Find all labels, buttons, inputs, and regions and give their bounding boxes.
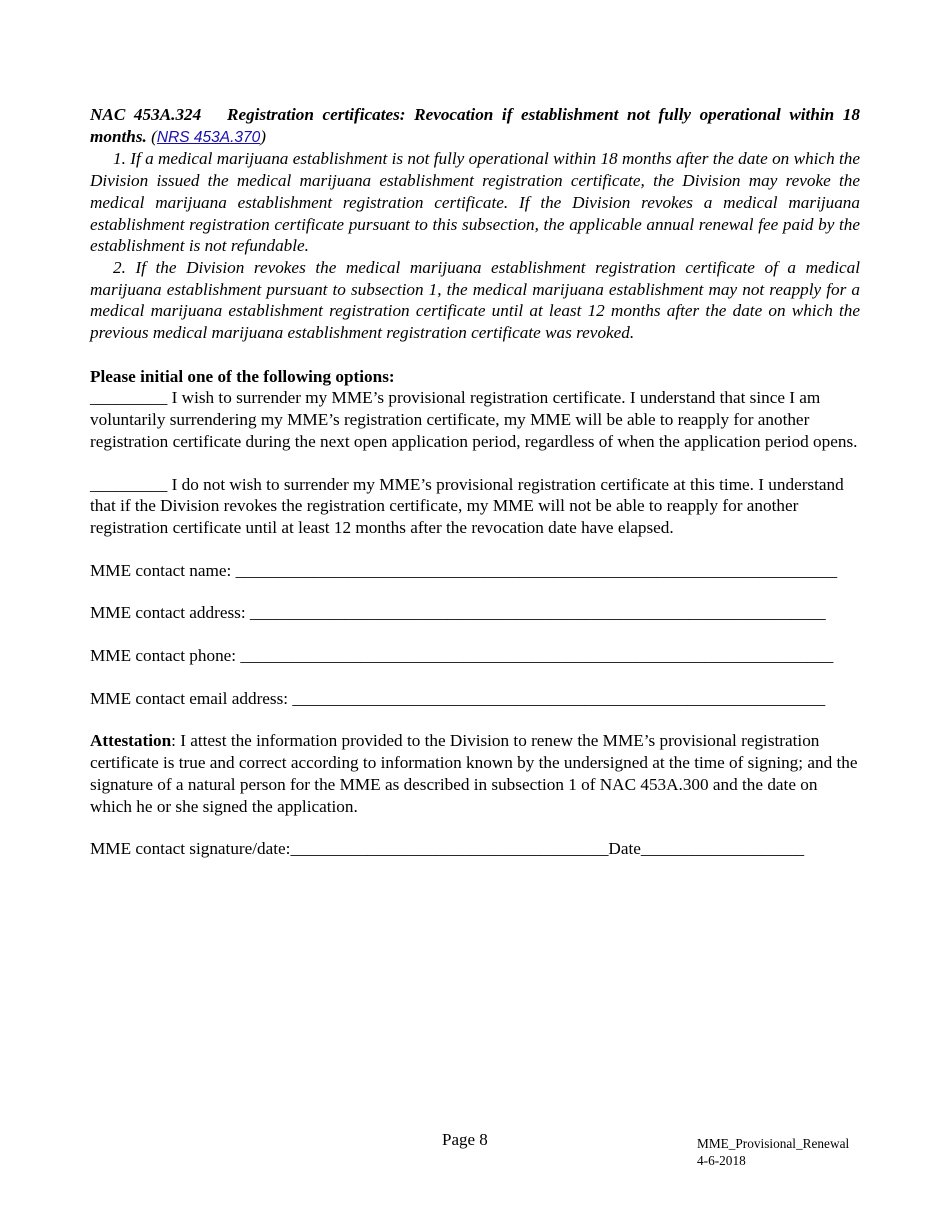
nac-paragraph-2: 2. If the Division revokes the medical marijuana establishment registration certificate of a medical marijuana establishment pursuant to subsection 1, the medical marijuana establishment may not reapply for a medical marijuana establishment registration certificate until at least 12 months after the date on which the previous medical marijuana establishment registration certificate was revoked.: [90, 257, 860, 343]
contact-address-field[interactable]: MME contact address: ___________________________________________________________________: [90, 603, 826, 623]
option-not-surrender[interactable]: _________ I do not wish to surrender my MME’s provisional registration certificate at this time. I understand that if the Division revokes the registration certificate, my MME will not be able to reapply for another registration certificate until at least 12 months after the revocation date have elapsed.: [90, 474, 844, 537]
options-heading: Please initial one of the following options:: [90, 366, 395, 386]
nac-heading: NAC 453A.324 Registration certificates: Revocation if establishment not fully operational within 18 months. (NRS 453A.370): [90, 105, 860, 146]
contact-email-field[interactable]: MME contact email address: ______________________________________________________________: [90, 688, 826, 708]
signature-date-field[interactable]: MME contact signature/date:_____________________________________Date___________________: [90, 839, 805, 859]
nac-paragraph-1: 1. If a medical marijuana establishment is not fully operational within 18 months after the date on which the Division issued the medical marijuana establishment registration certificate, the Division may revoke the medical marijuana establishment registration certificate. If the Division revokes a medical marijuana establishment registration certificate pursuant to this subsection, the applicable annual renewal fee paid by the establishment is not refundable.: [90, 149, 860, 256]
nac-heading-code: NAC 453A.324: [90, 105, 202, 124]
nrs-link[interactable]: NRS 453A.370: [156, 128, 261, 146]
document-id: [697, 1136, 849, 1169]
attestation-text: : I attest the information provided to the Division to renew the MME’s provisional registration certificate is true and correct according to information known by the undersigned at the time of signing; and the signature of a natural person for the MME as described in subsection 1 of NAC 453A.300 and the date on which he or she signed the application.: [90, 731, 858, 816]
document-page: [90, 104, 860, 860]
attestation-paragraph: [90, 730, 860, 817]
nac-heading-title: Registration certificates: Revocation if establishment not fully operational within 18 months.: [90, 105, 860, 146]
document-name: MME_Provisional_Renewal: [697, 1136, 850, 1151]
document-date: 4-6-2018: [697, 1152, 746, 1168]
page-number: Page 8: [442, 1130, 488, 1149]
contact-name-field[interactable]: MME contact name: ______________________________________________________________________: [90, 560, 838, 580]
contact-phone-field[interactable]: MME contact phone: _____________________________________________________________________: [90, 646, 834, 666]
attestation-label: Attestation: [90, 731, 172, 751]
nac-section: [90, 104, 860, 344]
option-surrender[interactable]: _________ I wish to surrender my MME’s provisional registration certificate. I understand that since I am voluntarily surrendering my MME’s registration certificate, my MME will be able to reapply for another registration certificate during the next open application period, regardless of when the application period opens.: [90, 388, 858, 451]
